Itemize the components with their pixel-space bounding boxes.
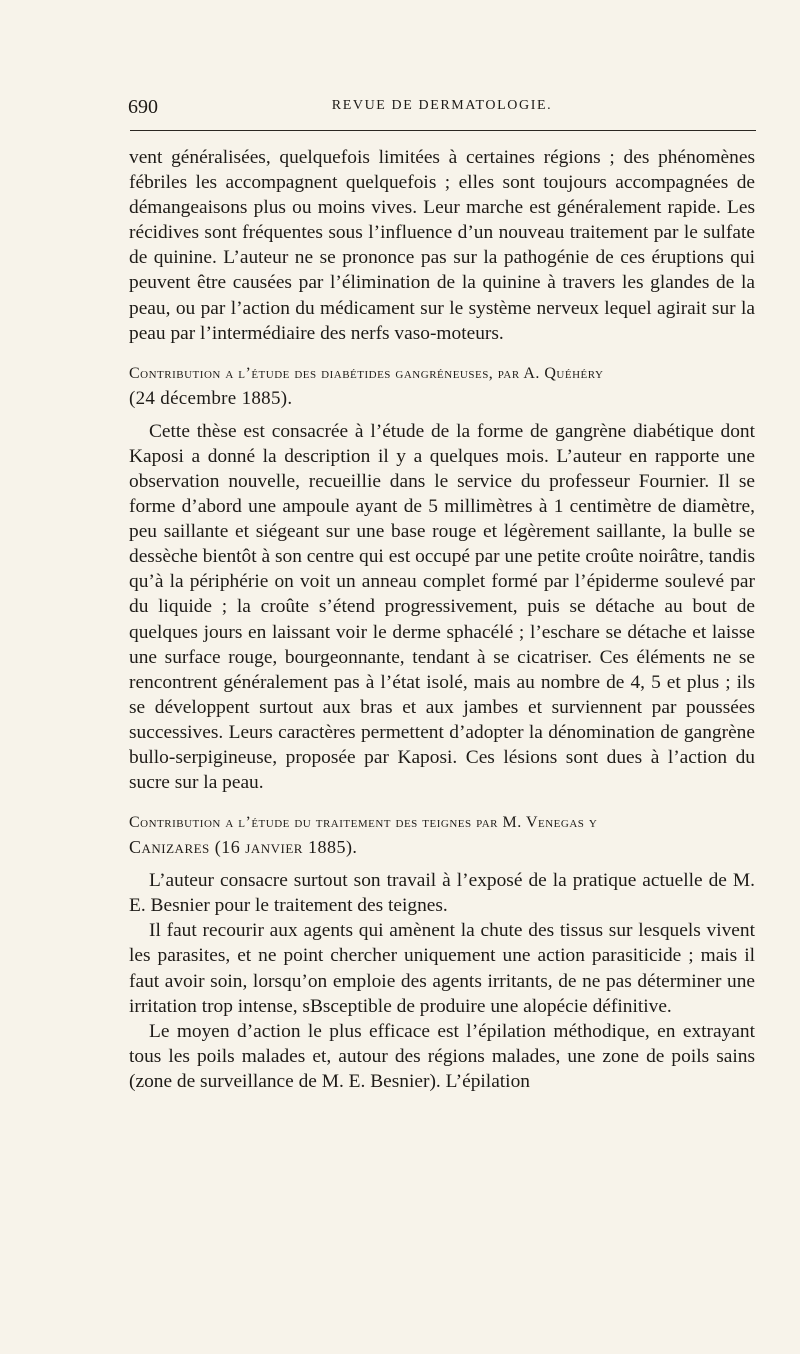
body-text <box>129 145 755 1094</box>
section1-date: (24 décembre 1885). <box>129 387 293 409</box>
section2-title: Contribution a l’étude du traitement des teignes par M. Venegas y <box>129 814 598 832</box>
section1-paragraph: Cette thèse est consacrée à l’étude de la forme de gangrène diabétique dont Kaposi a donné la description il y a quelques mois. L’auteur en rapporte une observation nouvelle, recueillie dans le service du professeur Fournier. Il se forme d’abord une ampoule ayant de 5 millimètres à 1 centimètre de diamètre, peu saillante et siégeant sur une base rouge et légèrement saillante, la bulle se dessèche bientôt à son centre qui est occupé par une petite croûte noirâtre, tandis qu’à la périphérie on voit un anneau complet formé par l’épiderme soulevé par du liquide ; la croûte s’étend progressivement, puis se détache au bout de quelques jours en laissant voir le derme sphacélé ; l’eschare se détache et laisse une surface rouge, bourgeonnante, tendant à se cicatriser. Ces éléments ne se rencontrent généralement pas à l’état isolé, mais au nombre de 4, 5 et plus ; ils se développent surtout aux bras et aux jambes et surviennent par poussées successives. Leurs caractères permettent d’adopter la dénomination de gangrène bullo-serpigineuse, proposée par Kaposi. Ces lésions sont dues à l’action du sucre sur la peau. <box>129 420 755 794</box>
section2-paragraph-3: Le moyen d’action le plus efficace est l’épilation méthodique, en extrayant tous les poils malades et, autour des régions malades, une zone de poils sains (zone de surveillance de M. E. Besnier). L’épilation <box>129 1020 755 1092</box>
page-number: 690 <box>128 96 158 118</box>
header-rule <box>130 130 756 131</box>
section2-paragraph-2: Il faut recourir aux agents qui amènent la chute des tissus sur lesquels vivent les parasites, et ne point chercher uniquement une action parasiticide ; mais il faut avoir soin, lorsqu’on emploie des agents irritants, de ne pas déterminer une irritation trop intense, sBsceptible de produire une alopécie définitive. <box>129 920 755 1017</box>
running-head: REVUE DE DERMATOLOGIE. <box>331 98 553 113</box>
page-header <box>128 96 756 120</box>
section1-title: Contribution a l’étude des diabétides gangréneuses, par A. Quéhéry <box>129 364 604 382</box>
intro-paragraph: vent généralisées, quelquefois limitées à certaines régions ; des phénomènes fébriles les accompagnent quelquefois ; elles sont toujours accompagnées de démangeaisons plus ou moins vives. Leur marche est généralement rapide. Les récidives sont fréquentes sous l’influence d’un nouveau traitement par le sulfate de quinine. L’auteur ne se prononce pas sur la pathogénie de ces éruptions qui peuvent être causées par l’élimination de la quinine à travers les glandes de la peau, ou par l’action du médicament sur le système nerveux lequel agirait sur la peau par l’intermédiaire des nerfs vaso-moteurs. <box>129 147 755 344</box>
section2-date: Canizares (16 janvier 1885). <box>129 837 358 858</box>
section2-paragraph-1: L’auteur consacre surtout son travail à l’exposé de la pratique actuelle de M. E. Besnier pour le traitement des teignes. <box>129 870 755 917</box>
